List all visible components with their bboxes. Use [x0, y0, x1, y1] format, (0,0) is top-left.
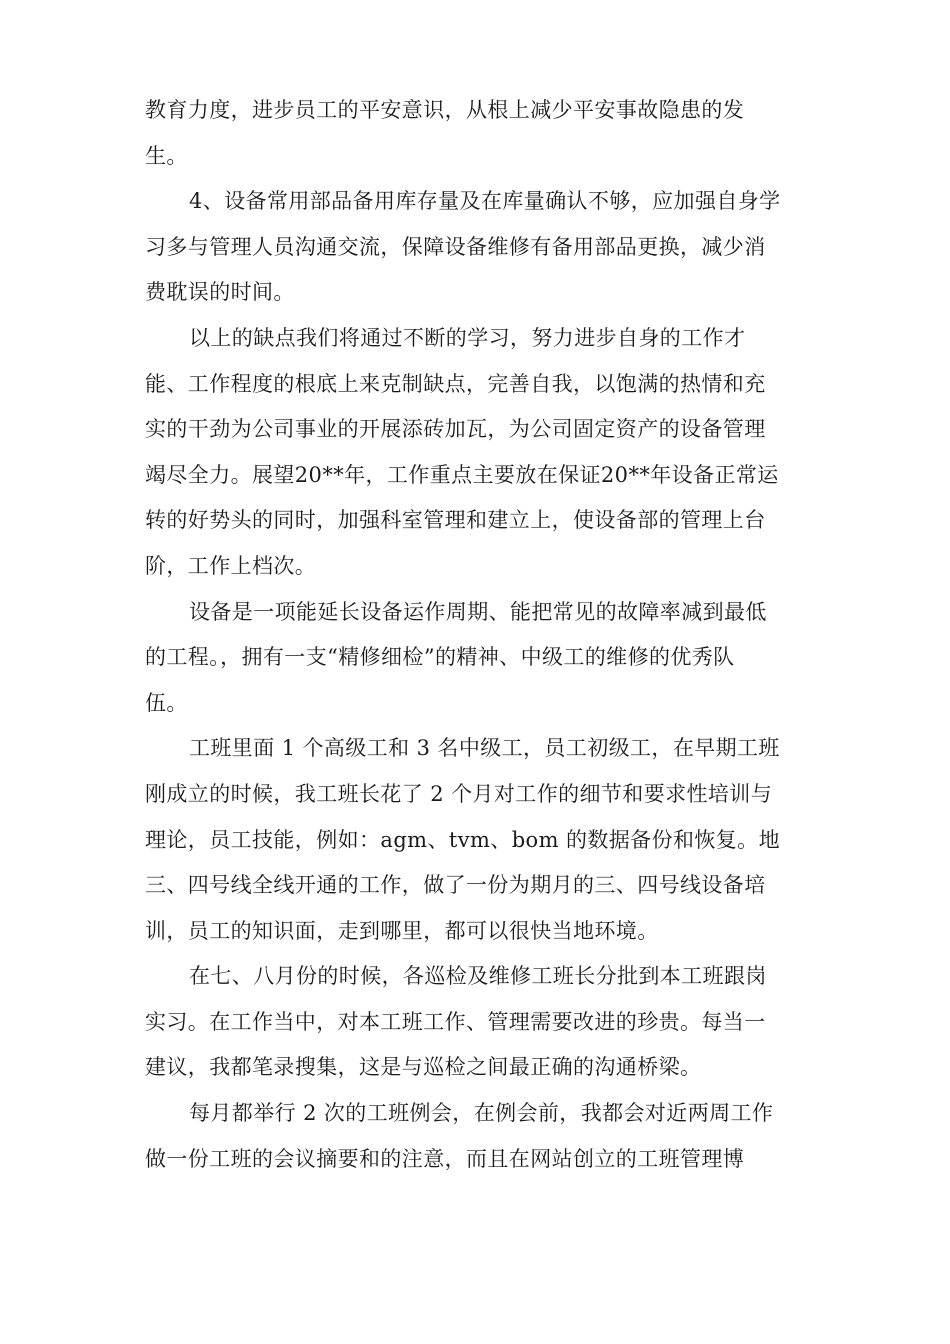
- text-line: 在七、八月份的时候，各巡检及维修工班长分批到本工班跟岗: [189, 964, 767, 989]
- text-line: 设备是一项能延长设备运作周期、能把常见的故障率减到最低: [189, 599, 767, 624]
- text-line: 费耽误的时间。: [145, 280, 295, 305]
- text-line: 的工程。，拥有一支“精修细检”的精神、中级工的维修的优秀队: [145, 645, 735, 670]
- text-line: 4、设备常用部品备用库存量及在库量确认不够，应加强自身学: [189, 189, 781, 214]
- text-line: 刚成立的时候，我工班长花了 2 个月对工作的细节和要求性培训与: [145, 781, 773, 806]
- text-line: 能、工作程度的根底上来克制缺点，完善自我，以饱满的热情和充: [145, 371, 766, 396]
- text-line: 工班里面 1 个高级工和 3 名中级工，员工初级工，在早期工班: [189, 736, 780, 761]
- text-line: 教育力度，进步员工的平安意识，从根上减少平安事故隐患的发: [145, 98, 745, 122]
- text-line: 三、四号线全线开通的工作，做了一份为期月的三、四号线设备培: [145, 873, 766, 898]
- text-line: 习多与管理人员沟通交流，保障设备维修有备用部品更换，减少消: [145, 234, 766, 259]
- text-line: 建议，我都笔录搜集，这是与巡检之间最正确的沟通桥梁。: [145, 1055, 702, 1080]
- text-line: 生。: [145, 143, 188, 168]
- text-line: 阶，工作上档次。: [145, 553, 317, 578]
- text-line: 伍。: [145, 690, 188, 715]
- text-line: 训，员工的知识面，走到哪里，都可以很快当地环境。: [145, 918, 659, 943]
- text-line: 以上的缺点我们将通过不断的学习，努力进步自身的工作才: [189, 325, 746, 350]
- text-line: 实习。在工作当中，对本工班工作、管理需要改进的珍贵。每当一: [145, 1009, 766, 1034]
- text-line: 实的干劲为公司事业的开展添砖加瓦，为公司固定资产的设备管理: [145, 417, 766, 442]
- text-line: 理论，员工技能，例如：agm、tvm、bom 的数据备份和恢复。地: [145, 827, 780, 852]
- text-line: 做一份工班的会议摘要和的注意，而且在网站创立的工班管理博: [145, 1146, 745, 1171]
- text-line: 竭尽全力。展望20**年，工作重点主要放在保证20**年设备正常运: [145, 462, 779, 487]
- body-text: [145, 88, 810, 1182]
- text-line: 每月都举行 2 次的工班例会，在例会前，我都会对近两周工作: [189, 1101, 774, 1126]
- text-line: 转的好势头的同时，加强科室管理和建立上，使设备部的管理上台: [145, 508, 766, 533]
